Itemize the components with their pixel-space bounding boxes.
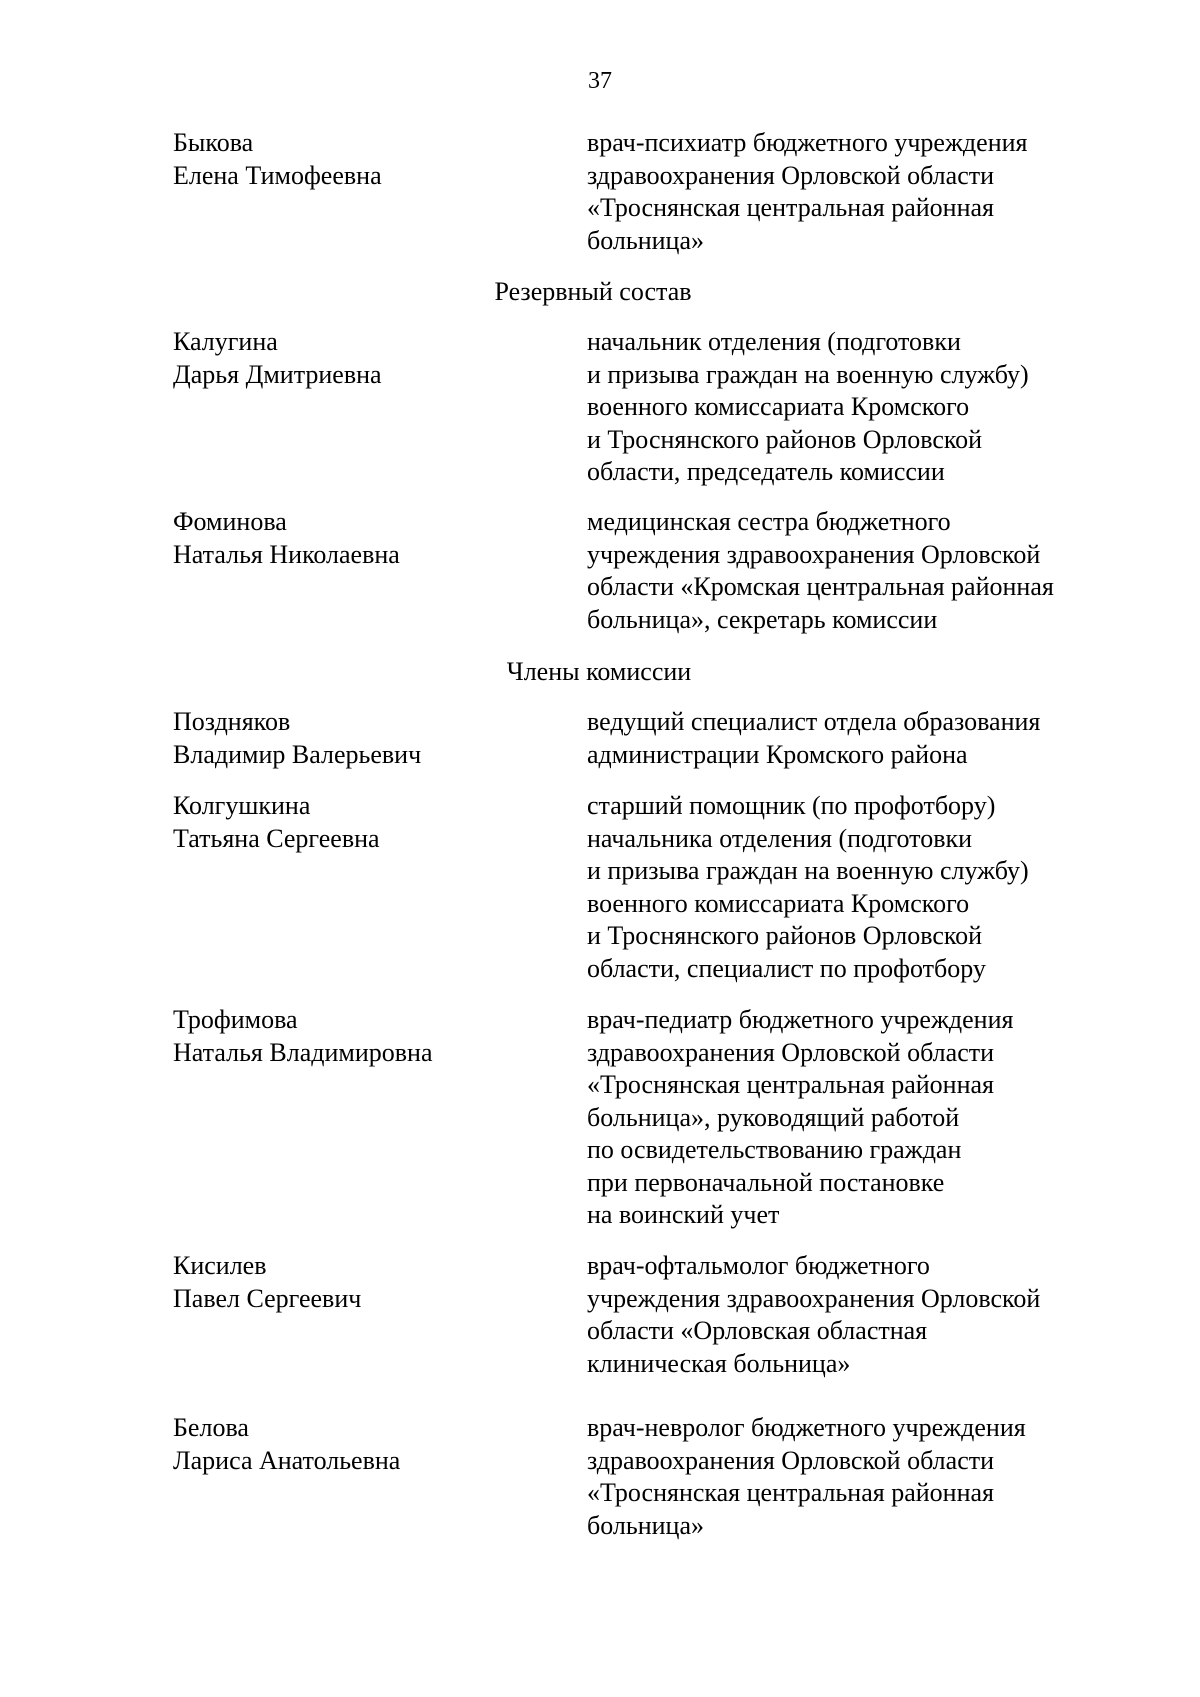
position-line: врач-офтальмолог бюджетного: [587, 1251, 930, 1280]
position-line: больница»: [587, 225, 704, 255]
person-position: [587, 506, 1127, 636]
position-line: здравоохранения Орловской области: [587, 1037, 995, 1067]
position-line: больница», руководящий работой: [587, 1102, 960, 1132]
position-line: начальник отделения (подготовки: [587, 327, 961, 356]
position-line: начальника отделения (подготовки: [587, 823, 973, 853]
person-given-names: Лариса Анатольевна: [173, 1445, 401, 1475]
position-line: и Троснянского районов Орловской: [587, 921, 983, 950]
person-surname: Трофимова: [173, 1005, 298, 1034]
position-line: и призыва граждан на военную службу): [587, 856, 1029, 885]
person-position: [587, 706, 1127, 771]
person-name: [173, 706, 573, 771]
person-name: [173, 506, 573, 571]
position-line: и Троснянского районов Орловской: [587, 424, 983, 454]
person-surname: Калугина: [173, 327, 278, 356]
position-line: здравоохранения Орловской области: [587, 160, 995, 190]
position-line: больница»: [587, 1510, 704, 1540]
person-name: [173, 1004, 573, 1069]
position-line: области «Кромская центральная районная: [587, 572, 1054, 601]
person-surname: Быкова: [173, 128, 254, 157]
person-given-names: Наталья Владимировна: [173, 1037, 433, 1067]
person-given-names: Владимир Валерьевич: [173, 739, 422, 769]
page-number: 37: [588, 68, 612, 94]
person-name: [173, 326, 573, 391]
position-line: по освидетельствованию граждан: [587, 1135, 962, 1164]
person-name: [173, 1250, 573, 1315]
position-line: военного комиссариата Кромского: [587, 888, 970, 918]
position-line: врач-педиатр бюджетного учреждения: [587, 1005, 1014, 1034]
person-surname: Фоминова: [173, 507, 287, 536]
position-line: администрации Кромского района: [587, 739, 968, 769]
person-given-names: Татьяна Сергеевна: [173, 823, 380, 853]
person-surname: Поздняков: [173, 707, 291, 736]
person-position: [587, 127, 1127, 257]
position-line: военного комиссариата Кромского: [587, 392, 970, 421]
position-line: ведущий специалист отдела образования: [587, 707, 1041, 736]
position-line: области, специалист по профотбору: [587, 953, 986, 983]
position-line: и призыва граждан на военную службу): [587, 359, 1029, 389]
position-line: старший помощник (по профотбору): [587, 791, 996, 820]
position-line: области «Орловская областная: [587, 1316, 928, 1345]
person-name: [173, 1412, 573, 1477]
position-line: учреждения здравоохранения Орловской: [587, 1283, 1041, 1313]
person-given-names: Елена Тимофеевна: [173, 160, 382, 190]
person-position: [587, 326, 1127, 489]
position-line: клиническая больница»: [587, 1348, 851, 1378]
section-heading-reserve: Резервный состав: [494, 277, 692, 306]
position-line: врач-психиатр бюджетного учреждения: [587, 128, 1028, 157]
person-surname: Кисилев: [173, 1251, 267, 1280]
position-line: учреждения здравоохранения Орловской: [587, 539, 1041, 569]
person-position: [587, 1004, 1127, 1232]
position-line: врач-невролог бюджетного учреждения: [587, 1413, 1026, 1442]
position-line: «Троснянская центральная районная: [587, 1070, 994, 1099]
person-position: [587, 1412, 1127, 1542]
person-surname: Белова: [173, 1413, 249, 1442]
position-line: на воинский учет: [587, 1200, 780, 1229]
person-position: [587, 1250, 1127, 1380]
position-line: области, председатель комиссии: [587, 457, 945, 486]
position-line: при первоначальной постановке: [587, 1167, 945, 1197]
position-line: здравоохранения Орловской области: [587, 1445, 995, 1475]
person-surname: Колгушкина: [173, 791, 311, 820]
position-line: «Троснянская центральная районная: [587, 1478, 994, 1507]
person-position: [587, 790, 1127, 985]
position-line: медицинская сестра бюджетного: [587, 507, 951, 536]
position-line: «Троснянская центральная районная: [587, 193, 994, 222]
position-line: больница», секретарь комиссии: [587, 604, 938, 634]
section-heading-members: Члены комиссии: [506, 657, 692, 686]
person-name: [173, 127, 573, 192]
person-given-names: Павел Сергеевич: [173, 1283, 362, 1313]
person-given-names: Наталья Николаевна: [173, 539, 400, 569]
person-name: [173, 790, 573, 855]
person-given-names: Дарья Дмитриевна: [173, 359, 382, 389]
